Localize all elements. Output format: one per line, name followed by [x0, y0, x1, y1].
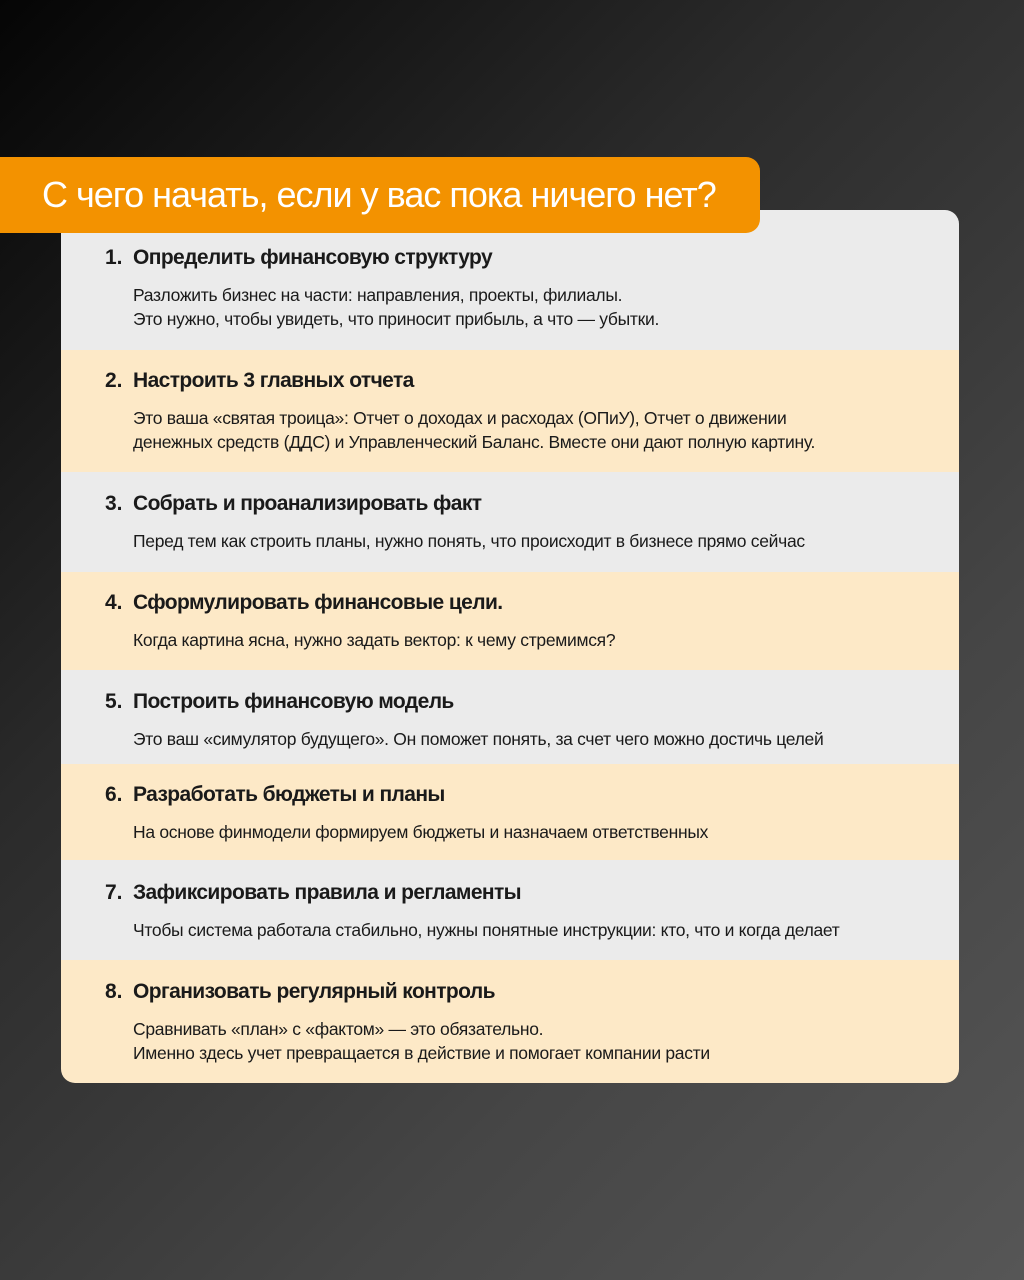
step-title: Построить финансовую модель	[133, 690, 454, 713]
page-title: С чего начать, если у вас пока ничего нет?	[42, 174, 716, 215]
step-description: Разложить бизнес на части: направления, проекты, филиалы. Это нужно, чтобы увидеть, что приносит прибыль, а что — убытки.	[133, 285, 660, 329]
steps-card	[61, 210, 959, 1083]
step-title: Настроить 3 главных отчета	[133, 369, 414, 392]
step-number: 8.	[105, 980, 123, 1003]
step-description: Это ваш «симулятор будущего». Он поможет понять, за счет чего можно достичь целей	[133, 729, 824, 749]
step-title: Зафиксировать правила и регламенты	[133, 881, 522, 904]
step-6	[61, 764, 959, 860]
step-title: Определить финансовую структуру	[133, 246, 493, 269]
step-7	[61, 860, 959, 960]
step-title: Сформулировать финансовые цели.	[133, 591, 503, 614]
step-3	[61, 472, 959, 572]
step-4	[61, 572, 959, 670]
step-number: 3.	[105, 492, 123, 515]
step-number: 2.	[105, 369, 123, 392]
step-description: Это ваша «святая троица»: Отчет о доходах и расходах (ОПиУ), Отчет о движении денежных средств (ДДС) и Управленческий Баланс. Вместе они дают полную картину.	[133, 408, 816, 452]
step-number: 6.	[105, 783, 123, 806]
step-description: Сравнивать «план» с «фактом» — это обязательно. Именно здесь учет превращается в действие и помогает компании расти	[133, 1019, 710, 1063]
step-number: 4.	[105, 591, 123, 614]
step-2	[61, 350, 959, 472]
step-8	[61, 960, 959, 1083]
step-title: Организовать регулярный контроль	[133, 980, 495, 1003]
step-title: Собрать и проанализировать факт	[133, 492, 482, 515]
title-banner	[0, 157, 760, 233]
step-title: Разработать бюджеты и планы	[133, 783, 445, 806]
step-number: 7.	[105, 881, 123, 904]
step-description: На основе финмодели формируем бюджеты и назначаем ответственных	[133, 822, 709, 842]
step-5	[61, 670, 959, 764]
step-description: Чтобы система работала стабильно, нужны понятные инструкции: кто, что и когда делает	[133, 920, 840, 940]
step-number: 5.	[105, 690, 123, 713]
step-description: Когда картина ясна, нужно задать вектор: к чему стремимся?	[133, 630, 616, 650]
step-description: Перед тем как строить планы, нужно понять, что происходит в бизнесе прямо сейчас	[133, 531, 805, 551]
step-number: 1.	[105, 246, 123, 269]
